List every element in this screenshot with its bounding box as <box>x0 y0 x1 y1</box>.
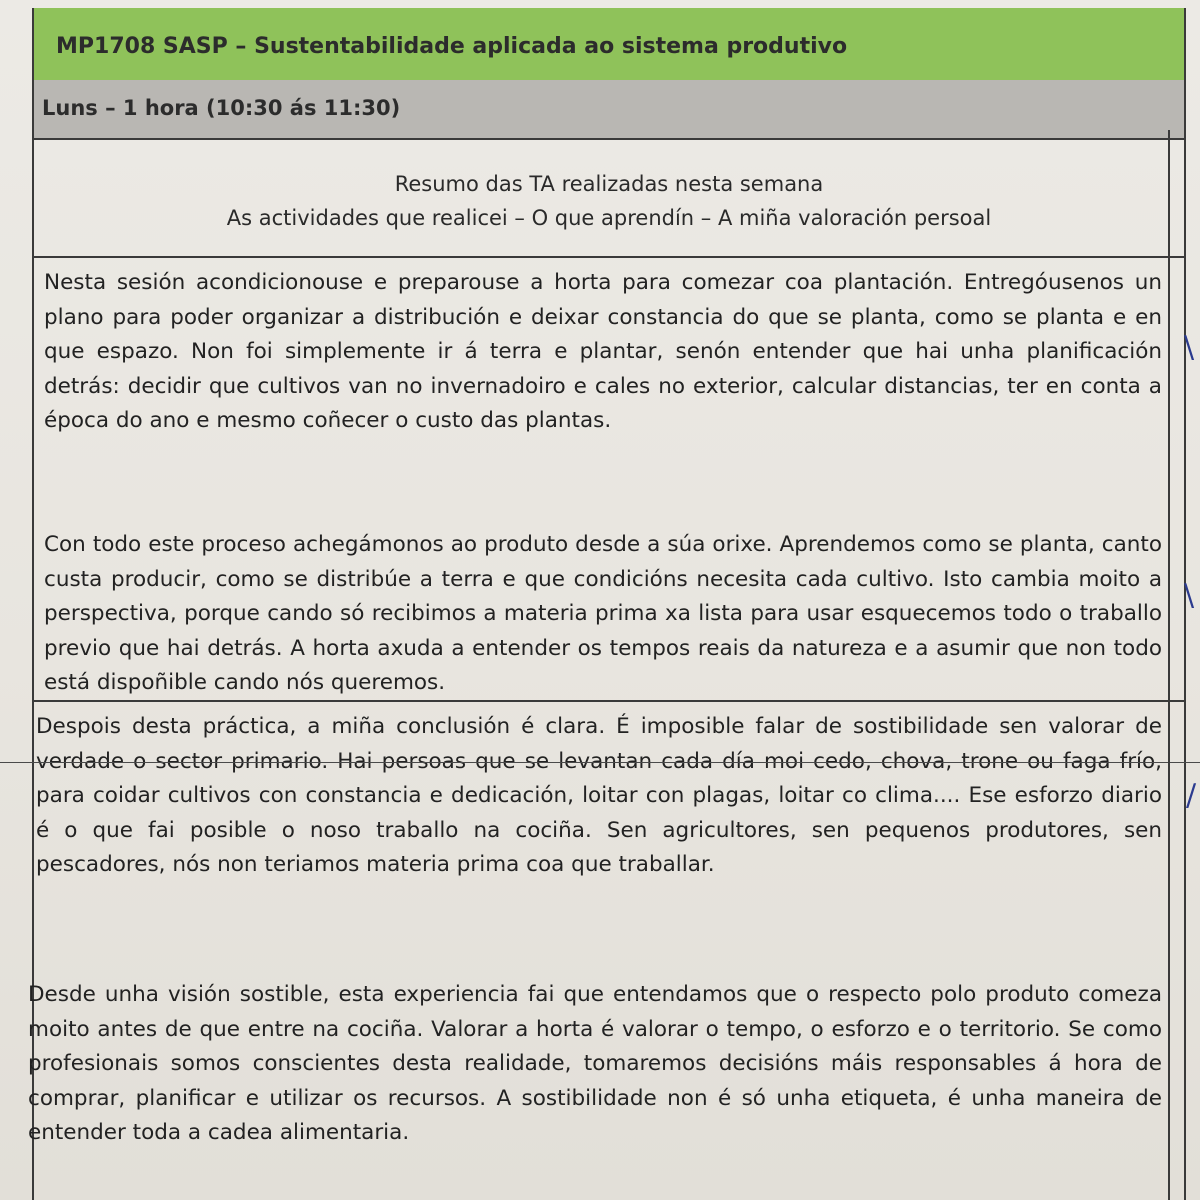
subject-title: MP1708 SASP – Sustentabilidade aplicada ao sistema produtivo <box>56 34 848 59</box>
summary-subtitle: As actividades que realicei – O que aprendín – A miña valoración persoal <box>226 206 992 230</box>
summary-header-row <box>34 138 1184 258</box>
pen-tick-icon: \ <box>1184 578 1195 613</box>
row-divider <box>34 700 1184 702</box>
pen-strike-line <box>0 762 1200 763</box>
subject-header-row <box>34 8 1184 82</box>
paragraph-3: Despois desta práctica, a miña conclusión é clara. É imposible falar de sostibilidade sen valorar de verdade o sector primario. Hai persoas que se levantan cada día moi cedo, chova, trone ou faga frío, para coidar cultivos con constancia e dedicación, loitar con plagas, loitar co clima.... Ese esforzo diario é o que fai posible o noso traballo na cociña. Sen agricultores, sen pequenos produtores, sen pescadores, nós non teriamos materia prima coa que traballar. <box>36 714 1162 878</box>
summary-title: Resumo das TA realizadas nesta semana <box>394 172 824 196</box>
pen-tick-icon: / <box>1186 778 1197 813</box>
paragraph-2: Con todo este proceso achegámonos ao produto desde a súa orixe. Aprendemos como se planta, canto custa producir, como se distribúe a terra e que condicións necesita cada cultivo. Isto cambia moito a perspectiva, porque cando só recibimos a materia prima xa lista para usar esquecemos todo o traballo previo que hai detrás. A horta axuda a entender os tempos reais da natureza e a asumir que non todo está dispoñible cando nós queremos. <box>44 532 1162 696</box>
margin-column-line <box>1168 130 1170 1200</box>
paragraph-4: Desde unha visión sostible, esta experiencia fai que entendamos que o respecto polo produto comeza moito antes de que entre na cociña. Valorar a horta é valorar o tempo, o esforzo e o territorio. Se como profesionais somos conscientes desta realidade, tomaremos decisións máis responsables á hora de comprar, planificar e utilizar os recursos. A sostibilidade non é só unha etiqueta, é unha maneira de entender toda a cadea alimentaria. <box>28 982 1162 1146</box>
pen-tick-icon: \ <box>1184 330 1195 365</box>
session-time: Luns – 1 hora (10:30 ás 11:30) <box>42 96 401 120</box>
worksheet-table <box>28 8 1186 1200</box>
session-row <box>34 80 1184 140</box>
paragraph-1: Nesta sesión acondicionouse e preparouse a horta para comezar coa plantación. Entregóusenos un plano para poder organizar a distribución e deixar constancia do que se planta, como se planta e en que espazo. Non foi simplemente ir á terra e plantar, senón entender que hai unha planificación detrás: decidir que cultivos van no invernadoiro e cales no exterior, calcular distancias, ter en conta a época do ano e mesmo coñecer o custo das plantas. <box>44 270 1162 434</box>
